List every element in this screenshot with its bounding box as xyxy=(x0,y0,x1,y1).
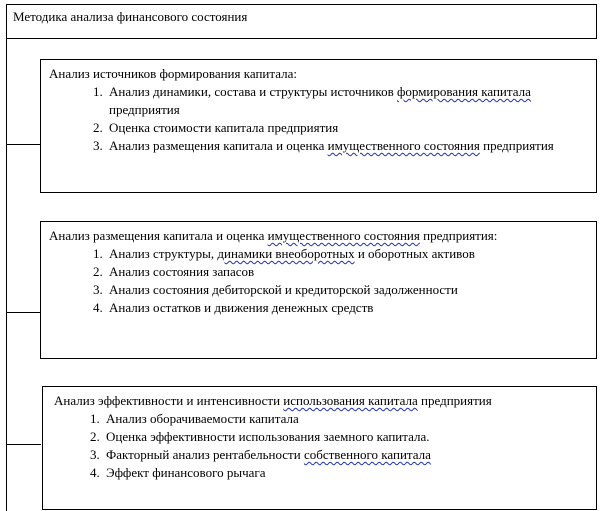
list-item: 2. Оценка эффективности использования заемного капитала. xyxy=(103,428,590,446)
block-list xyxy=(49,245,590,317)
connector-branch-2 xyxy=(6,312,41,313)
block-list xyxy=(51,410,590,482)
list-item: 3. Анализ состояния дебиторской и кредиторской задолженности xyxy=(106,281,590,299)
list-item: 1. Анализ оборачиваемости капитала xyxy=(103,410,590,428)
list-item: 3. Факторный анализ рентабельности собственного капитала xyxy=(103,446,590,464)
connector-spine xyxy=(6,38,7,511)
list-item: 1. Анализ динамики, состава и структуры источников формирования капитала предприятия xyxy=(106,83,590,119)
capital-placement-block xyxy=(40,221,597,359)
list-item: 1. Анализ структуры, динамики внеоборотных и оборотных активов xyxy=(106,245,590,263)
list-item: 4. Анализ остатков и движения денежных средств xyxy=(106,299,590,317)
block-heading: Анализ эффективности и интенсивности использования капитала предприятия xyxy=(54,393,492,408)
list-item: 3. Анализ размещения капитала и оценка имущественного состояния предприятия xyxy=(106,137,590,155)
connector-branch-3 xyxy=(6,444,41,445)
list-item: 4. Эффект финансового рычага xyxy=(103,464,590,482)
block-heading: Анализ размещения капитала и оценка имущественного состояния предприятия: xyxy=(49,228,498,243)
connector-branch-1 xyxy=(6,144,41,145)
block-heading: Анализ источников формирования капитала: xyxy=(49,66,297,81)
method-title: Методика анализа финансового состояния xyxy=(13,9,248,24)
list-item: 2. Анализ состояния запасов xyxy=(106,263,590,281)
list-item: 2. Оценка стоимости капитала предприятия xyxy=(106,119,590,137)
block-list xyxy=(49,83,590,155)
method-title-box xyxy=(6,4,597,39)
capital-efficiency-block xyxy=(42,386,597,510)
capital-sources-block xyxy=(40,59,597,193)
